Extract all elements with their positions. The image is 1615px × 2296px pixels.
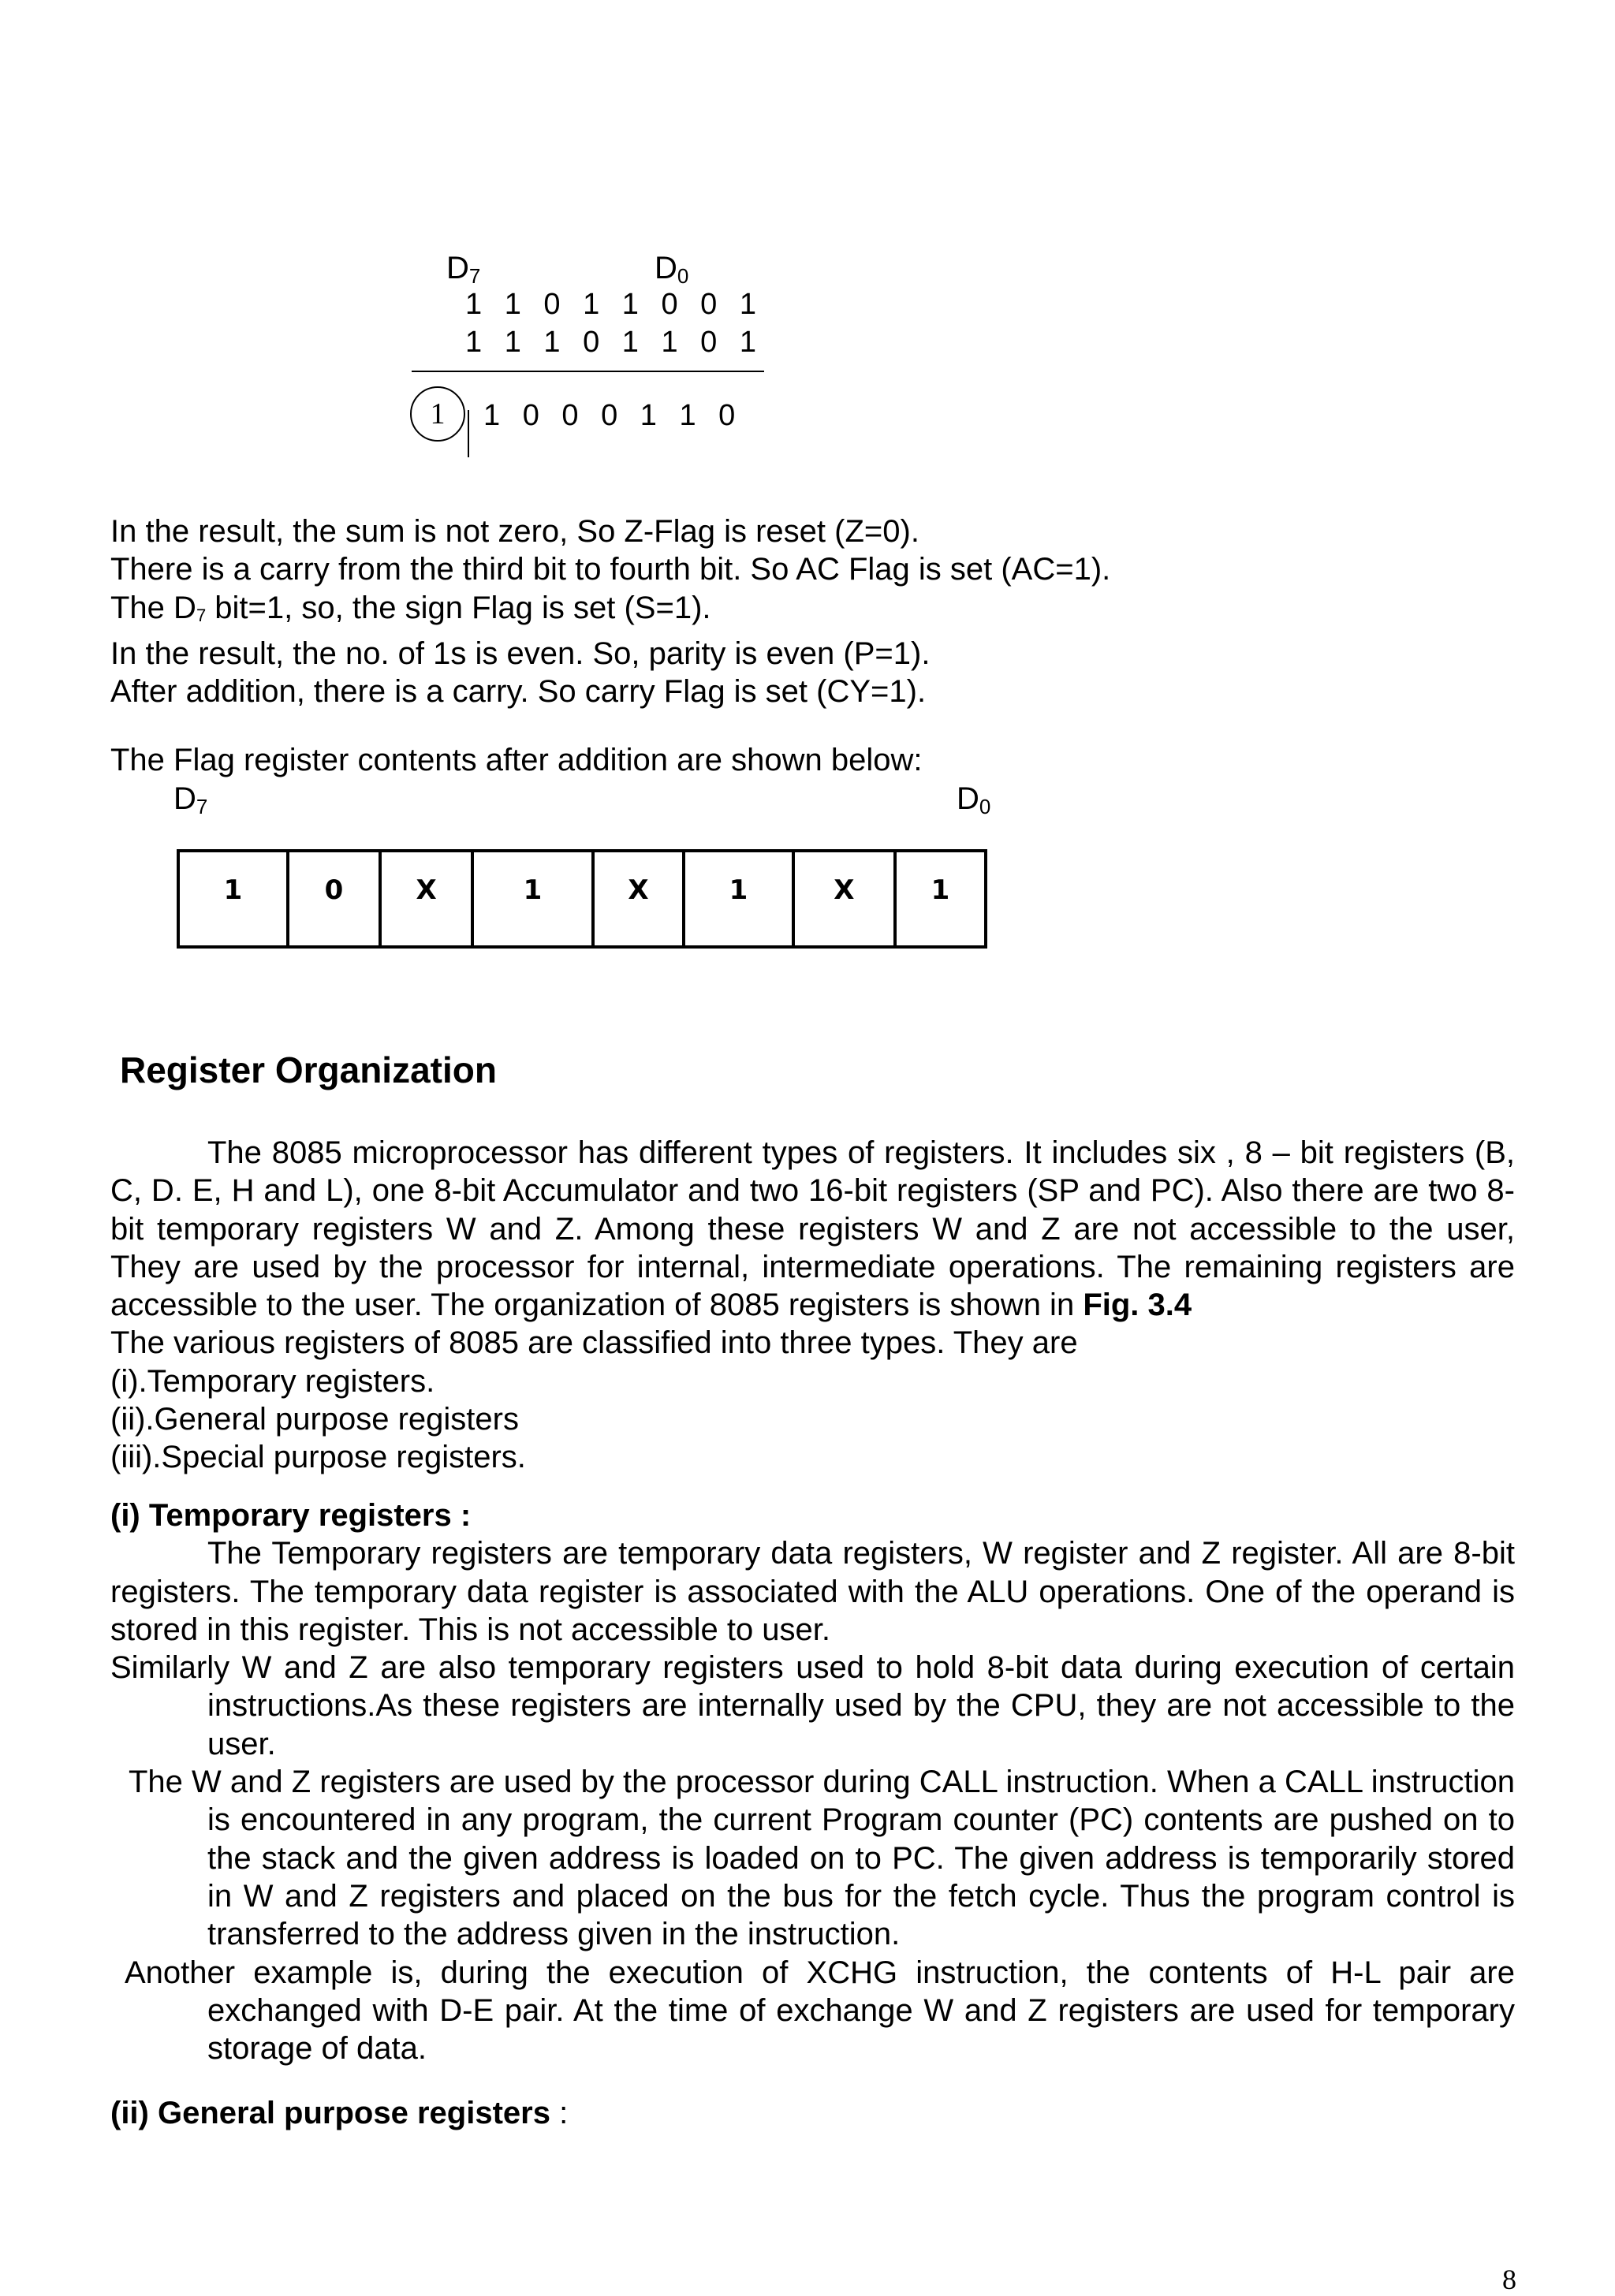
- register-organization-body: [110, 1134, 1515, 1477]
- flag-line-p: In the result, the no. of 1s is even. So, parity is even (P=1).: [110, 636, 931, 671]
- page-number: 8: [1502, 2264, 1516, 2295]
- sum-rule: [412, 371, 764, 372]
- flag-line-cy: After addition, there is a carry. So carry Flag is set (CY=1).: [110, 674, 927, 710]
- flag-cell-x1: X: [382, 852, 474, 945]
- flag-cell-cy: 1: [931, 874, 950, 906]
- flag-cell-ac: 1: [474, 852, 595, 945]
- temporary-p4: Another example is, during the execution of XCHG instruction, the contents of H-L pair are exchanged with D-E pair. At the time of exchange W and Z registers are used for temporary storage of data.: [125, 1955, 1515, 2067]
- temporary-p2: Similarly W and Z are also temporary registers used to hold 8-bit data during execution of certain instructions.As these registers are internally used by the CPU, they are not accessible to the user.: [110, 1650, 1515, 1761]
- temporary-p1: The Temporary registers are temporary data registers, W register and Z register. All are 8-bit registers. The temporary data register is associated with the ALU operations. One of the operand is stored in this register. This is not accessible to user.: [110, 1536, 1515, 1647]
- sum-result: 1 0 0 0 1 1 0: [483, 399, 743, 432]
- temporary-registers-section: [110, 1496, 1515, 2067]
- general-heading: (ii) General purpose registers :: [110, 2096, 569, 2130]
- flag-d0-label: $D_0$: [957, 781, 991, 818]
- flag-register-table: [177, 849, 987, 949]
- flag-d7-label: $D_7$: [173, 781, 208, 818]
- flag-register-caption: The Flag register contents after addition are shown below:: [110, 743, 923, 777]
- section-heading: Register Organization: [120, 1049, 497, 1090]
- flag-line-ac: There is a carry from the third bit to fourth bit. So AC Flag is set (AC=1).: [110, 552, 1111, 587]
- flag-line-z: In the result, the sum is not zero, So Z-Flag is reset (Z=0).: [110, 514, 919, 549]
- temporary-heading: (i) Temporary registers :: [110, 1498, 472, 1533]
- d0-label: $D_0$: [655, 251, 689, 288]
- d7-label: $D_7$: [446, 251, 481, 288]
- operand-1: 1 1 0 1 1 0 0 1: [465, 288, 763, 321]
- carry-circle: 1: [410, 386, 465, 442]
- type-item-3: (iii).Special purpose registers.: [110, 1440, 526, 1475]
- flag-cell-x2: X: [595, 852, 685, 945]
- temporary-p3: The W and Z registers are used by the processor during CALL instruction. When a CALL instruction is encountered in any program, the current Program counter (PC) contents are pushed on to the stack and the given address is loaded on to PC. The given address is temporarily stored in W and Z registers and placed on the bus for the fetch cycle. Thus the program control is transferred to the address given in the instruction.: [129, 1765, 1515, 1952]
- intro-paragraph: The 8085 microprocessor has different types of registers. It includes six , 8 – bit registers (B, C, D. E, H and L), one 8-bit Accumulator and two 16-bit registers (SP and PC). Also there are two 8-bit temporary registers W and Z. Among these registers W and Z are not accessible to the user, They are used by the processor for internal, intermediate operations. The remaining registers are accessible to the user. The organization of 8085 registers is shown in Fig. 3.4: [110, 1135, 1515, 1323]
- flag-cell-p: 1: [685, 852, 795, 945]
- flag-cell-z: 0: [289, 852, 382, 945]
- flag-explanation: [110, 512, 1110, 710]
- flag-cell-s: 1: [180, 852, 289, 945]
- operand-2: 1 1 1 0 1 1 0 1: [465, 326, 763, 359]
- type-item-2: (ii).General purpose registers: [110, 1402, 519, 1437]
- flag-line-s: The D7 bit=1, so, the sign Flag is set (S=1).: [110, 590, 711, 625]
- flag-cell-x3: X: [795, 852, 897, 945]
- types-line: The various registers of 8085 are classified into three types. They are: [110, 1325, 1078, 1361]
- type-item-1: (i).Temporary registers.: [110, 1363, 435, 1399]
- carry-divider: [468, 410, 469, 457]
